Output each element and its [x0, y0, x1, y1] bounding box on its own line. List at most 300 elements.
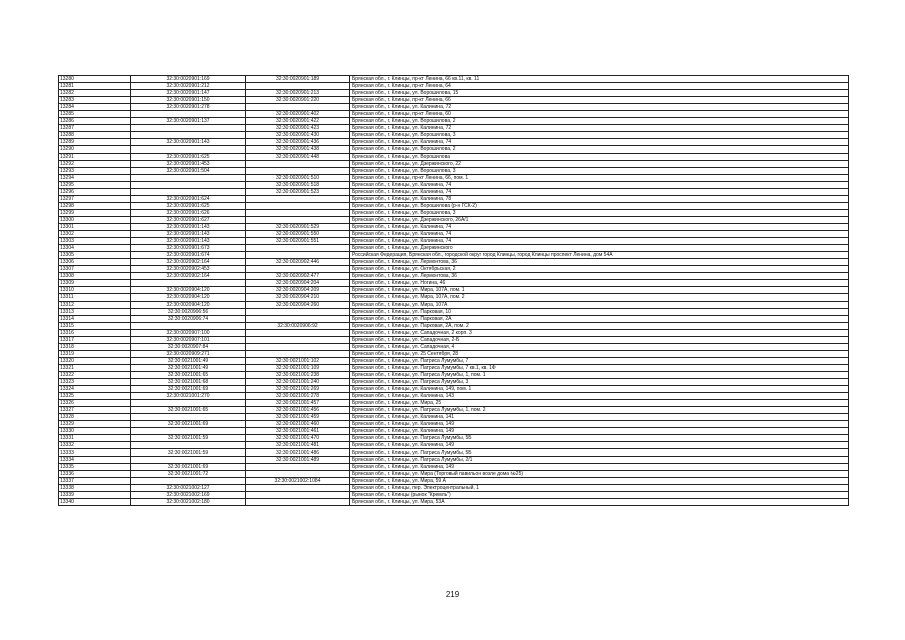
row-number-cell: 13334 [59, 456, 131, 463]
building-cadastral-number-cell: 32:30:0020901:529 [246, 223, 350, 230]
row-number-cell: 13284 [59, 104, 131, 111]
parcel-cadastral-number-cell: 32:30:0021001:69 [131, 463, 246, 470]
address-cell: Брянская обл., г. Клинцы, ул. Патриса Лумумбы, 5Б [350, 435, 849, 442]
table-row [59, 195, 849, 202]
address-cell: Брянская обл., г. Клинцы, ул. Мира, 59 А [350, 477, 849, 484]
row-number-cell: 13303 [59, 238, 131, 245]
table-row [59, 202, 849, 209]
table-row [59, 435, 849, 442]
building-cadastral-number-cell: 32:30:0021001:238 [246, 371, 350, 378]
table-row [59, 463, 849, 470]
building-cadastral-number-cell: 32:30:0020901:220 [246, 97, 350, 104]
row-number-cell: 13337 [59, 477, 131, 484]
row-number-cell: 13309 [59, 280, 131, 287]
parcel-cadastral-number-cell: 32:30:0020901:137 [131, 118, 246, 125]
address-cell: Брянская обл., г. Клинцы, ул. Ворошилова, 15 [350, 90, 849, 97]
row-number-cell: 13330 [59, 428, 131, 435]
parcel-cadastral-number-cell [131, 414, 246, 421]
parcel-cadastral-number-cell: 32:30:0021001:59 [131, 435, 246, 442]
table-row [59, 97, 849, 104]
parcel-cadastral-number-cell: 32:30:0020902:453 [131, 266, 246, 273]
address-cell: Брянская обл., г. Клинцы (рынок "Кремль") [350, 491, 849, 498]
parcel-cadastral-number-cell: 32:30:0020901:278 [131, 104, 246, 111]
row-number-cell: 13323 [59, 379, 131, 386]
table-row [59, 386, 849, 393]
table-row [59, 393, 849, 400]
table-row [59, 104, 849, 111]
address-cell: Брянская обл., г. Клинцы, ул. Калинина, 149, пом. 1 [350, 386, 849, 393]
address-cell: Брянская обл., г. Клинцы, ул. Мира, 107А, пом. 1 [350, 287, 849, 294]
table-row [59, 484, 849, 491]
parcel-cadastral-number-cell: 32:30:0020901:143 [131, 231, 246, 238]
page-number: 219 [445, 590, 460, 599]
address-cell: Брянская обл., г. Клинцы, ул. Дзержинского [350, 245, 849, 252]
address-cell: Брянская обл., г. Клинцы, ул. Калинина, 74 [350, 238, 849, 245]
table-row [59, 83, 849, 90]
cadastral-table-container [58, 75, 848, 506]
building-cadastral-number-cell [246, 202, 350, 209]
parcel-cadastral-number-cell [131, 111, 246, 118]
table-row [59, 139, 849, 146]
parcel-cadastral-number-cell: 32:30:0020901:212 [131, 83, 246, 90]
row-number-cell: 13300 [59, 216, 131, 223]
row-number-cell: 13295 [59, 181, 131, 188]
row-number-cell: 13335 [59, 463, 131, 470]
address-cell: Брянская обл., г. Клинцы, ул. Парковая, 2А, пом. 2 [350, 322, 849, 329]
parcel-cadastral-number-cell [131, 477, 246, 484]
building-cadastral-number-cell [246, 104, 350, 111]
parcel-cadastral-number-cell: 32:30:0020901:143 [131, 139, 246, 146]
parcel-cadastral-number-cell: 32:30:0020901:625 [131, 153, 246, 160]
parcel-cadastral-number-cell: 32:30:0021001:72 [131, 470, 246, 477]
row-number-cell: 13291 [59, 153, 131, 160]
building-cadastral-number-cell: 32:30:0021001:457 [246, 400, 350, 407]
building-cadastral-number-cell: 32:30:0020901:189 [246, 76, 350, 83]
parcel-cadastral-number-cell: 32:30:0021001:65 [131, 407, 246, 414]
building-cadastral-number-cell [246, 252, 350, 259]
address-cell: Брянская обл., г. Клинцы, ул. Патриса Лумумбы, 1, пом. 1 [350, 371, 849, 378]
building-cadastral-number-cell [246, 315, 350, 322]
table-row [59, 407, 849, 414]
row-number-cell: 13289 [59, 139, 131, 146]
address-cell: Брянская обл., г. Клинцы, ул. Мира (Торговый павильон возле дома №25) [350, 470, 849, 477]
building-cadastral-number-cell: 32:30:0021001:481 [246, 442, 350, 449]
address-cell: Брянская обл., г. Клинцы, ул. Парковая, 10 [350, 308, 849, 315]
row-number-cell: 13332 [59, 442, 131, 449]
row-number-cell: 13283 [59, 97, 131, 104]
table-row [59, 174, 849, 181]
table-row [59, 449, 849, 456]
building-cadastral-number-cell: 32:30:0020906:92 [246, 322, 350, 329]
building-cadastral-number-cell: 32:30:0021001:102 [246, 357, 350, 364]
building-cadastral-number-cell [246, 336, 350, 343]
table-body [59, 76, 849, 506]
address-cell: Брянская обл., г. Клинцы, ул. Ворошилова, 3 [350, 209, 849, 216]
building-cadastral-number-cell: 32:30:0020901:422 [246, 118, 350, 125]
row-number-cell: 13287 [59, 125, 131, 132]
row-number-cell: 13320 [59, 357, 131, 364]
row-number-cell: 13301 [59, 223, 131, 230]
row-number-cell: 13294 [59, 174, 131, 181]
row-number-cell: 13331 [59, 435, 131, 442]
table-row [59, 160, 849, 167]
row-number-cell: 13310 [59, 287, 131, 294]
parcel-cadastral-number-cell [131, 146, 246, 153]
building-cadastral-number-cell: 32:30:0020901:551 [246, 238, 350, 245]
parcel-cadastral-number-cell: 32:30:0021001:69 [131, 421, 246, 428]
building-cadastral-number-cell: 32:30:0020904:204 [246, 280, 350, 287]
building-cadastral-number-cell [246, 195, 350, 202]
building-cadastral-number-cell [246, 463, 350, 470]
parcel-cadastral-number-cell: 32:30:0020901:673 [131, 245, 246, 252]
table-row [59, 421, 849, 428]
parcel-cadastral-number-cell [131, 188, 246, 195]
address-cell: Брянская обл., г. Клинцы, ул. Патриса Лумумбы, 3 [350, 379, 849, 386]
building-cadastral-number-cell [246, 245, 350, 252]
table-row [59, 216, 849, 223]
table-row [59, 273, 849, 280]
parcel-cadastral-number-cell: 32:30:0021001:270 [131, 393, 246, 400]
row-number-cell: 13333 [59, 449, 131, 456]
building-cadastral-number-cell: 32:30:0021001:486 [246, 449, 350, 456]
address-cell: Брянская обл., г. Клинцы, ул. Патриса Лумумбы, 7 кв.1, кв. 1Ф [350, 364, 849, 371]
parcel-cadastral-number-cell: 32:30:0020909:271 [131, 350, 246, 357]
table-row [59, 322, 849, 329]
parcel-cadastral-number-cell: 32:30:0020901:143 [131, 223, 246, 230]
parcel-cadastral-number-cell: 32:30:0020904:120 [131, 301, 246, 308]
address-cell: Брянская обл., г. Клинцы, ул. Калинина, 149 [350, 421, 849, 428]
building-cadastral-number-cell: 32:30:0021001:109 [246, 364, 350, 371]
table-row [59, 90, 849, 97]
parcel-cadastral-number-cell [131, 280, 246, 287]
address-cell: Брянская обл., г. Клинцы, ул. Калинина, 72 [350, 125, 849, 132]
address-cell: Брянская обл., г. Клинцы, ул. Мира, 107А [350, 301, 849, 308]
building-cadastral-number-cell [246, 491, 350, 498]
parcel-cadastral-number-cell: 32:30:0020901:627 [131, 216, 246, 223]
address-cell: Брянская обл., г. Клинцы, ул. Калинина, 149 [350, 463, 849, 470]
parcel-cadastral-number-cell [131, 428, 246, 435]
parcel-cadastral-number-cell: 32:30:0020901:624 [131, 195, 246, 202]
table-row [59, 231, 849, 238]
address-cell: Брянская обл., г. Клинцы, ул. Лермонтова, 36 [350, 259, 849, 266]
table-row [59, 308, 849, 315]
building-cadastral-number-cell: 32:30:0020904:210 [246, 294, 350, 301]
address-cell: Брянская обл., г. Клинцы, ул. Парковая, 2А [350, 315, 849, 322]
parcel-cadastral-number-cell: 32:30:0020901:674 [131, 252, 246, 259]
address-cell: Брянская обл., г. Клинцы, ул. Сападочная, 2-Б [350, 336, 849, 343]
parcel-cadastral-number-cell: 32:30:0020901:504 [131, 167, 246, 174]
row-number-cell: 13316 [59, 329, 131, 336]
address-cell: Брянская обл., г. Клинцы, ул. Сападочная, 4 [350, 343, 849, 350]
parcel-cadastral-number-cell: 32:30:0020901:147 [131, 90, 246, 97]
address-cell: Брянская обл., г. Клинцы, ул. Патриса Лумумбы, 1, пом. 2 [350, 407, 849, 414]
table-row [59, 364, 849, 371]
parcel-cadastral-number-cell: 32:30:0020901:625 [131, 202, 246, 209]
parcel-cadastral-number-cell: 32:30:0021001:65 [131, 371, 246, 378]
address-cell: Брянская обл., г. Клинцы, ул. Патриса Лумумбы, 7 [350, 357, 849, 364]
row-number-cell: 13302 [59, 231, 131, 238]
row-number-cell: 13322 [59, 371, 131, 378]
table-row [59, 357, 849, 364]
address-cell: Брянская обл., г. Клинцы, ул. Ворошилова [350, 153, 849, 160]
parcel-cadastral-number-cell: 32:30:0020904:120 [131, 287, 246, 294]
building-cadastral-number-cell [246, 308, 350, 315]
address-cell: Брянская обл., г. Клинцы, пр-кт Ленина, 66 кв.11, кв. 11 [350, 76, 849, 83]
row-number-cell: 13296 [59, 188, 131, 195]
table-row [59, 414, 849, 421]
table-row [59, 498, 849, 505]
building-cadastral-number-cell: 32:30:0020902:477 [246, 273, 350, 280]
row-number-cell: 13339 [59, 491, 131, 498]
row-number-cell: 13326 [59, 400, 131, 407]
address-cell: Брянская обл., г. Клинцы, ул. Ворошилова, 3 [350, 132, 849, 139]
row-number-cell: 13338 [59, 484, 131, 491]
address-cell: Брянская обл., г. Клинцы, ул. Ворошилова (р-н ГСК-2) [350, 202, 849, 209]
row-number-cell: 13280 [59, 76, 131, 83]
address-cell: Брянская обл., г. Клинцы, пр-кт Ленина, 64 [350, 83, 849, 90]
table-row [59, 153, 849, 160]
table-row [59, 111, 849, 118]
row-number-cell: 13288 [59, 132, 131, 139]
parcel-cadastral-number-cell [131, 132, 246, 139]
parcel-cadastral-number-cell: 32:30:0020907:84 [131, 343, 246, 350]
parcel-cadastral-number-cell: 32:30:0020901:150 [131, 97, 246, 104]
building-cadastral-number-cell: 32:30:0021001:269 [246, 386, 350, 393]
address-cell: Брянская обл., г. Клинцы, пер. Электроцентральный, 1 [350, 484, 849, 491]
table-row [59, 400, 849, 407]
parcel-cadastral-number-cell: 32:30:0021001:49 [131, 364, 246, 371]
parcel-cadastral-number-cell: 32:30:0021001:49 [131, 357, 246, 364]
building-cadastral-number-cell: 32:30:0020901:510 [246, 174, 350, 181]
row-number-cell: 13328 [59, 414, 131, 421]
table-row [59, 428, 849, 435]
table-row [59, 209, 849, 216]
parcel-cadastral-number-cell: 32:30:0020907:100 [131, 329, 246, 336]
parcel-cadastral-number-cell: 32:30:0021001:69 [131, 386, 246, 393]
table-row [59, 252, 849, 259]
parcel-cadastral-number-cell: 32:30:0021001:59 [131, 449, 246, 456]
table-row [59, 371, 849, 378]
table-row [59, 442, 849, 449]
building-cadastral-number-cell [246, 167, 350, 174]
address-cell: Брянская обл., г. Клинцы, ул. Ворошилова, 2 [350, 146, 849, 153]
address-cell: Брянская обл., г. Клинцы, ул. Калинина, 74 [350, 231, 849, 238]
building-cadastral-number-cell [246, 83, 350, 90]
table-row [59, 238, 849, 245]
building-cadastral-number-cell: 32:30:0021001:461 [246, 428, 350, 435]
address-cell: Брянская обл., г. Клинцы, ул. Ворошилова, 2 [350, 118, 849, 125]
row-number-cell: 13285 [59, 111, 131, 118]
table-row [59, 336, 849, 343]
row-number-cell: 13317 [59, 336, 131, 343]
row-number-cell: 13325 [59, 393, 131, 400]
row-number-cell: 13307 [59, 266, 131, 273]
table-row [59, 132, 849, 139]
row-number-cell: 13336 [59, 470, 131, 477]
building-cadastral-number-cell: 32:30:0020901:438 [246, 146, 350, 153]
address-cell: Брянская обл., г. Клинцы, пр-кт Ленина, 60 [350, 111, 849, 118]
row-number-cell: 13314 [59, 315, 131, 322]
address-cell: Брянская обл., г. Клинцы, ул. Ворошилова, 3 [350, 167, 849, 174]
address-cell: Брянская обл., г. Клинцы, пр-кт Ленина, 66, пом. 1 [350, 174, 849, 181]
building-cadastral-number-cell: 32:30:0021001:489 [246, 456, 350, 463]
table-row [59, 294, 849, 301]
table-row [59, 76, 849, 83]
row-number-cell: 13324 [59, 386, 131, 393]
row-number-cell: 13315 [59, 322, 131, 329]
parcel-cadastral-number-cell [131, 456, 246, 463]
table-row [59, 118, 849, 125]
parcel-cadastral-number-cell: 32:30:0020901:626 [131, 209, 246, 216]
building-cadastral-number-cell: 32:30:0020901:423 [246, 125, 350, 132]
building-cadastral-number-cell: 32:30:0020901:523 [246, 188, 350, 195]
row-number-cell: 13340 [59, 498, 131, 505]
table-row [59, 245, 849, 252]
address-cell: Брянская обл., г. Клинцы, ул. Сападочная, 2 корп. 3 [350, 329, 849, 336]
parcel-cadastral-number-cell [131, 174, 246, 181]
address-cell: Брянская обл., г. Клинцы, ул. 25 Сентября, 28 [350, 350, 849, 357]
building-cadastral-number-cell: 32:30:0020901:430 [246, 132, 350, 139]
building-cadastral-number-cell [246, 343, 350, 350]
table-row [59, 350, 849, 357]
table-row [59, 329, 849, 336]
address-cell: Брянская обл., г. Клинцы, ул. Калинина, 74 [350, 223, 849, 230]
table-row [59, 188, 849, 195]
row-number-cell: 13292 [59, 160, 131, 167]
row-number-cell: 13308 [59, 273, 131, 280]
address-cell: Брянская обл., г. Клинцы, ул. Патриса Лумумбы, 5Б [350, 449, 849, 456]
address-cell: Брянская обл., г. Клинцы, ул. Ногина, 46 [350, 280, 849, 287]
table-row [59, 301, 849, 308]
address-cell: Российская Федерация, Брянская обл., городской округ город Клинцы, город Клинцы проспект Ленина, дом 54А [350, 252, 849, 259]
building-cadastral-number-cell [246, 470, 350, 477]
parcel-cadastral-number-cell [131, 125, 246, 132]
table-row [59, 167, 849, 174]
table-row [59, 259, 849, 266]
building-cadastral-number-cell: 32:30:0020901:213 [246, 90, 350, 97]
row-number-cell: 13304 [59, 245, 131, 252]
table-row [59, 146, 849, 153]
building-cadastral-number-cell: 32:30:0021001:278 [246, 393, 350, 400]
building-cadastral-number-cell: 32:30:0021001:456 [246, 407, 350, 414]
address-cell: Брянская обл., г. Клинцы, ул. Октябрьская, 2 [350, 266, 849, 273]
row-number-cell: 13290 [59, 146, 131, 153]
building-cadastral-number-cell [246, 216, 350, 223]
row-number-cell: 13306 [59, 259, 131, 266]
parcel-cadastral-number-cell: 32:30:0020907:101 [131, 336, 246, 343]
table-row [59, 477, 849, 484]
row-number-cell: 13318 [59, 343, 131, 350]
address-cell: Брянская обл., г. Клинцы, ул. Калинина, 78 [350, 195, 849, 202]
parcel-cadastral-number-cell: 32:30:0020904:120 [131, 294, 246, 301]
address-cell: Брянская обл., г. Клинцы, ул. Мира, 25 [350, 400, 849, 407]
parcel-cadastral-number-cell: 32:30:0021002:180 [131, 498, 246, 505]
table-row [59, 470, 849, 477]
row-number-cell: 13327 [59, 407, 131, 414]
parcel-cadastral-number-cell: 32:30:0021002:169 [131, 491, 246, 498]
row-number-cell: 13297 [59, 195, 131, 202]
building-cadastral-number-cell: 32:30:0020901:448 [246, 153, 350, 160]
parcel-cadastral-number-cell [131, 442, 246, 449]
table-row [59, 379, 849, 386]
row-number-cell: 13286 [59, 118, 131, 125]
building-cadastral-number-cell: 32:30:0020901:402 [246, 111, 350, 118]
address-cell: Брянская обл., г. Клинцы, ул. Калинина, 74 [350, 181, 849, 188]
table-row [59, 223, 849, 230]
table-row [59, 280, 849, 287]
parcel-cadastral-number-cell: 32:30:0021001:68 [131, 379, 246, 386]
row-number-cell: 13311 [59, 294, 131, 301]
row-number-cell: 13282 [59, 90, 131, 97]
building-cadastral-number-cell [246, 350, 350, 357]
building-cadastral-number-cell [246, 484, 350, 491]
building-cadastral-number-cell [246, 329, 350, 336]
parcel-cadastral-number-cell: 32:30:0020901:143 [131, 238, 246, 245]
address-cell: Брянская обл., г. Клинцы, ул. Мира, 107А, пом. 2 [350, 294, 849, 301]
building-cadastral-number-cell: 32:30:0020904:209 [246, 287, 350, 294]
table-row [59, 266, 849, 273]
table-row [59, 491, 849, 498]
address-cell: Брянская обл., г. Клинцы, ул. Дзержинского, 26А/1 [350, 216, 849, 223]
parcel-cadastral-number-cell [131, 400, 246, 407]
building-cadastral-number-cell: 32:30:0021001:460 [246, 421, 350, 428]
row-number-cell: 13319 [59, 350, 131, 357]
row-number-cell: 13299 [59, 209, 131, 216]
parcel-cadastral-number-cell: 32:30:0020902:164 [131, 259, 246, 266]
address-cell: Брянская обл., г. Клинцы, ул. Калинина, 149 [350, 428, 849, 435]
table-row [59, 287, 849, 294]
address-cell: Брянская обл., г. Клинцы, пр-кт Ленина, 66 [350, 97, 849, 104]
address-cell: Брянская обл., г. Клинцы, ул. Лермонтова, 36 [350, 273, 849, 280]
address-cell: Брянская обл., г. Клинцы, ул. Калинина, 149 [350, 442, 849, 449]
building-cadastral-number-cell: 32:30:0021001:459 [246, 414, 350, 421]
building-cadastral-number-cell: 32:30:0020901:436 [246, 139, 350, 146]
table-row [59, 315, 849, 322]
table-row [59, 181, 849, 188]
address-cell: Брянская обл., г. Клинцы, ул. Калинина, 143 [350, 393, 849, 400]
building-cadastral-number-cell [246, 266, 350, 273]
building-cadastral-number-cell: 32:30:0021002:1084 [246, 477, 350, 484]
building-cadastral-number-cell: 32:30:0021001:240 [246, 379, 350, 386]
address-cell: Брянская обл., г. Клинцы, ул. Калинина, 74 [350, 139, 849, 146]
row-number-cell: 13321 [59, 364, 131, 371]
address-cell: Брянская обл., г. Клинцы, ул. Патриса Лумумбы, 2/1 [350, 456, 849, 463]
parcel-cadastral-number-cell: 32:30:0020906:56 [131, 308, 246, 315]
parcel-cadastral-number-cell: 32:30:0020902:164 [131, 273, 246, 280]
row-number-cell: 13313 [59, 308, 131, 315]
building-cadastral-number-cell: 32:30:0020901:518 [246, 181, 350, 188]
row-number-cell: 13298 [59, 202, 131, 209]
table-row [59, 456, 849, 463]
parcel-cadastral-number-cell [131, 322, 246, 329]
parcel-cadastral-number-cell: 32:30:0020906:74 [131, 315, 246, 322]
address-cell: Брянская обл., г. Клинцы, ул. Мира, 53А [350, 498, 849, 505]
building-cadastral-number-cell: 32:30:0021001:470 [246, 435, 350, 442]
row-number-cell: 13312 [59, 301, 131, 308]
building-cadastral-number-cell [246, 209, 350, 216]
building-cadastral-number-cell [246, 160, 350, 167]
parcel-cadastral-number-cell: 32:30:0021002:127 [131, 484, 246, 491]
building-cadastral-number-cell: 32:30:0020901:550 [246, 231, 350, 238]
address-cell: Брянская обл., г. Клинцы, ул. Калинина, 141 [350, 414, 849, 421]
row-number-cell: 13293 [59, 167, 131, 174]
building-cadastral-number-cell [246, 498, 350, 505]
address-cell: Брянская обл., г. Клинцы, ул. Калинина, 72 [350, 104, 849, 111]
cadastral-table [58, 75, 849, 506]
address-cell: Брянская обл., г. Клинцы, ул. Дзержинского, 22 [350, 160, 849, 167]
parcel-cadastral-number-cell: 32:30:0020901:453 [131, 160, 246, 167]
parcel-cadastral-number-cell [131, 181, 246, 188]
